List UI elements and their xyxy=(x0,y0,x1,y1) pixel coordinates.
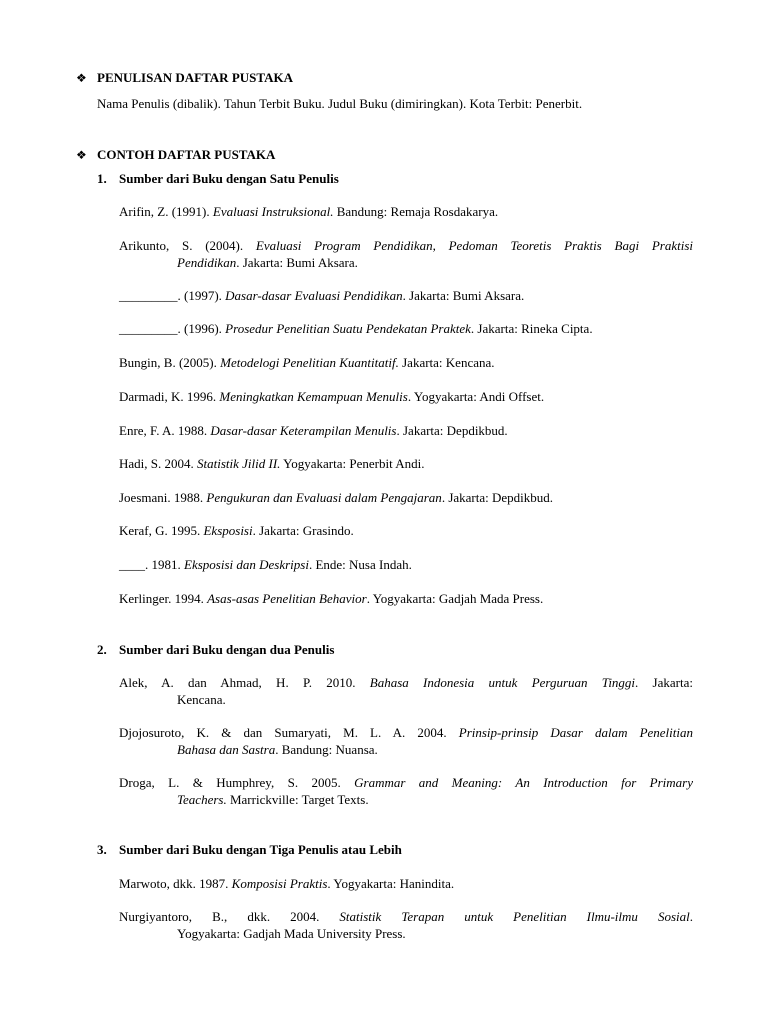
reference-entry: Bungin, B. (2005). Metodelogi Penelitian Kuantitatif. Jakarta: Kencana. xyxy=(119,355,495,370)
reference-entry: Droga, L. & Humphrey, S. 2005. Grammar and Meaning: An Introduction for Primary Teachers. Marrickville: Target Texts. xyxy=(119,775,694,807)
heading-text: PENULISAN DAFTAR PUSTAKA xyxy=(97,70,293,85)
reference-entry: Darmadi, K. 1996. Meningkatkan Kemampuan Menulis. Yogyakarta: Andi Offset. xyxy=(119,389,545,404)
reference-entry: _________. (1997). Dasar-dasar Evaluasi Pendidikan. Jakarta: Bumi Aksara. xyxy=(119,288,525,303)
subsection-heading-3: 3. Sumber dari Buku dengan Tiga Penulis atau Lebih xyxy=(97,842,402,857)
format-description: Nama Penulis (dibalik). Tahun Terbit Buku. Judul Buku (dimiringkan). Kota Terbit: Penerbit. xyxy=(97,96,583,111)
section-heading-penulisan xyxy=(76,69,293,87)
reference-entry: Enre, F. A. 1988. Dasar-dasar Keterampilan Menulis. Jakarta: Depdikbud. xyxy=(119,423,508,438)
subsection-heading-2: 2. Sumber dari Buku dengan dua Penulis xyxy=(97,642,335,657)
reference-entry: Arikunto, S. (2004). Evaluasi Program Pendidikan, Pedoman Teoretis Praktis Bagi Praktisi Pendidikan. Jakarta: Bumi Aksara. xyxy=(119,238,693,270)
reference-entry: ____. 1981. Eksposisi dan Deskripsi. Ende: Nusa Indah. xyxy=(119,557,412,572)
reference-entry: Keraf, G. 1995. Eksposisi. Jakarta: Grasindo. xyxy=(119,523,354,538)
diamond-bullet-icon: ❖ xyxy=(76,71,87,85)
reference-entry: Arifin, Z. (1991). Evaluasi Instruksional. Bandung: Remaja Rosdakarya. xyxy=(119,204,499,219)
reference-entry: Kerlinger. 1994. Asas-asas Penelitian Behavior. Yogyakarta: Gadjah Mada Press. xyxy=(119,591,544,606)
diamond-bullet-icon: ❖ xyxy=(76,148,87,162)
reference-entry: _________. (1996). Prosedur Penelitian Suatu Pendekatan Praktek. Jakarta: Rineka Cipta. xyxy=(119,321,593,336)
reference-entry: Joesmani. 1988. Pengukuran dan Evaluasi dalam Pengajaran. Jakarta: Depdikbud. xyxy=(119,490,554,505)
subsection-heading-1: 1. Sumber dari Buku dengan Satu Penulis xyxy=(97,171,339,186)
reference-entry: Hadi, S. 2004. Statistik Jilid II. Yogyakarta: Penerbit Andi. xyxy=(119,456,425,471)
reference-entry: Marwoto, dkk. 1987. Komposisi Praktis. Yogyakarta: Hanindita. xyxy=(119,876,455,891)
reference-entry: Alek, A. dan Ahmad, H. P. 2010. Bahasa Indonesia untuk Perguruan Tinggi. Jakarta: Kencana. xyxy=(119,675,693,707)
heading-text: CONTOH DAFTAR PUSTAKA xyxy=(97,147,276,162)
reference-entry: Nurgiyantoro, B., dkk. 2004. Statistik Terapan untuk Penelitian Ilmu-ilmu Sosial. Yogyakarta: Gadjah Mada University Press. xyxy=(119,909,693,941)
section-heading-contoh xyxy=(76,146,275,164)
reference-entry: Djojosuroto, K. & dan Sumaryati, M. L. A. 2004. Prinsip-prinsip Dasar dalam Penelitian Bahasa dan Sastra. Bandung: Nuansa. xyxy=(119,725,693,757)
